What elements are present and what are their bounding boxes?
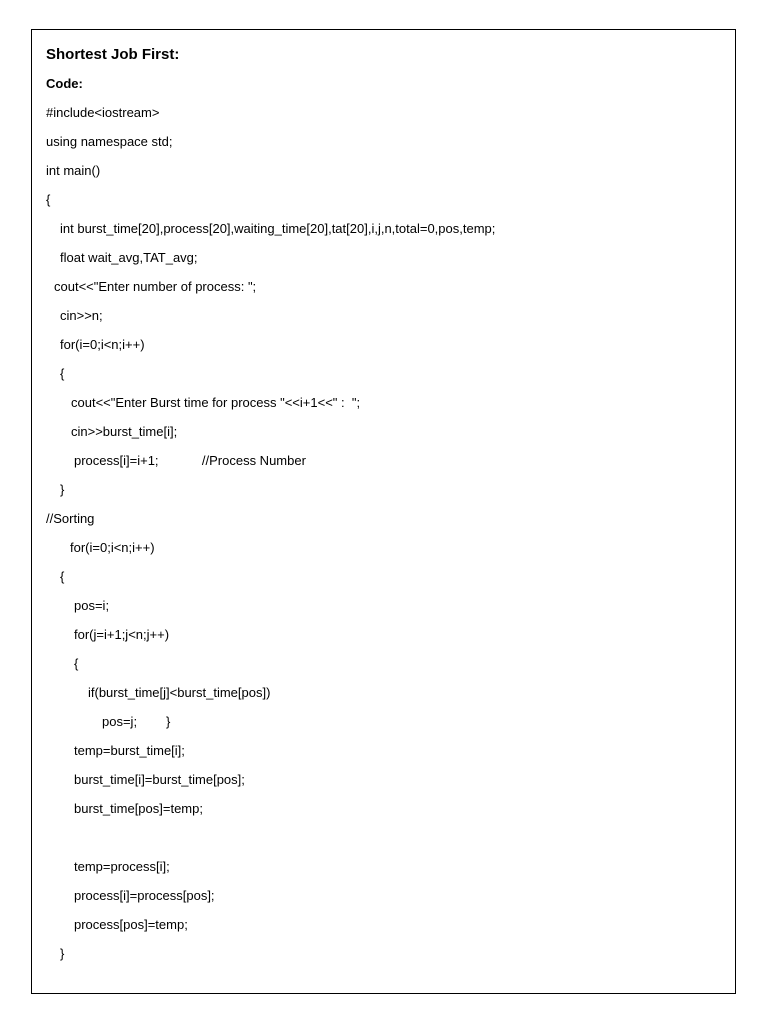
code-line-temp-process: temp=process[i]; <box>74 859 170 874</box>
code-line-for-inner: for(j=i+1;j<n;j++) <box>74 627 170 642</box>
code-line-for-sort-close: } <box>60 946 65 961</box>
code-line-swap-process-2: process[pos]=temp; <box>74 917 188 932</box>
code-line-for-input-close: } <box>60 482 65 497</box>
document-title: Shortest Job First: <box>46 46 180 63</box>
page-frame <box>31 29 736 994</box>
code-line-temp-burst: temp=burst_time[i]; <box>74 743 185 758</box>
code-line-swap-burst-1: burst_time[i]=burst_time[pos]; <box>74 772 245 787</box>
code-line-main-open-brace: { <box>46 192 51 207</box>
code-line-sorting-comment: //Sorting <box>46 511 95 526</box>
code-line-if-compare: if(burst_time[j]<burst_time[pos]) <box>88 685 271 700</box>
code-line-for-sort: for(i=0;i<n;i++) <box>70 540 155 555</box>
code-line-pos-update: pos=j; } <box>102 714 171 729</box>
code-line-for-inner-open: { <box>74 656 79 671</box>
code-line-for-input-open: { <box>60 366 65 381</box>
code-line-swap-burst-2: burst_time[pos]=temp; <box>74 801 203 816</box>
code-line-float-declarations: float wait_avg,TAT_avg; <box>60 250 198 265</box>
code-line-pos-assign: pos=i; <box>74 598 110 613</box>
code-line-namespace: using namespace std; <box>46 134 173 149</box>
code-line-int-declarations: int burst_time[20],process[20],waiting_time[20],tat[20],i,j,n,total=0,pos,temp; <box>60 221 496 236</box>
code-line-cout-burst: cout<<"Enter Burst time for process "<<i+1<<" : "; <box>71 395 361 410</box>
code-line-main: int main() <box>46 163 101 178</box>
code-line-for-sort-open: { <box>60 569 65 584</box>
code-label: Code: <box>46 76 83 91</box>
code-line-for-input: for(i=0;i<n;i++) <box>60 337 145 352</box>
code-line-cout-prompt: cout<<"Enter number of process: "; <box>54 279 257 294</box>
code-line-process-number: process[i]=i+1; //Process Number <box>74 453 306 468</box>
code-line-cin-burst: cin>>burst_time[i]; <box>71 424 178 439</box>
code-line-cin-n: cin>>n; <box>60 308 103 323</box>
code-line-include: #include<iostream> <box>46 105 160 120</box>
code-line-swap-process-1: process[i]=process[pos]; <box>74 888 215 903</box>
